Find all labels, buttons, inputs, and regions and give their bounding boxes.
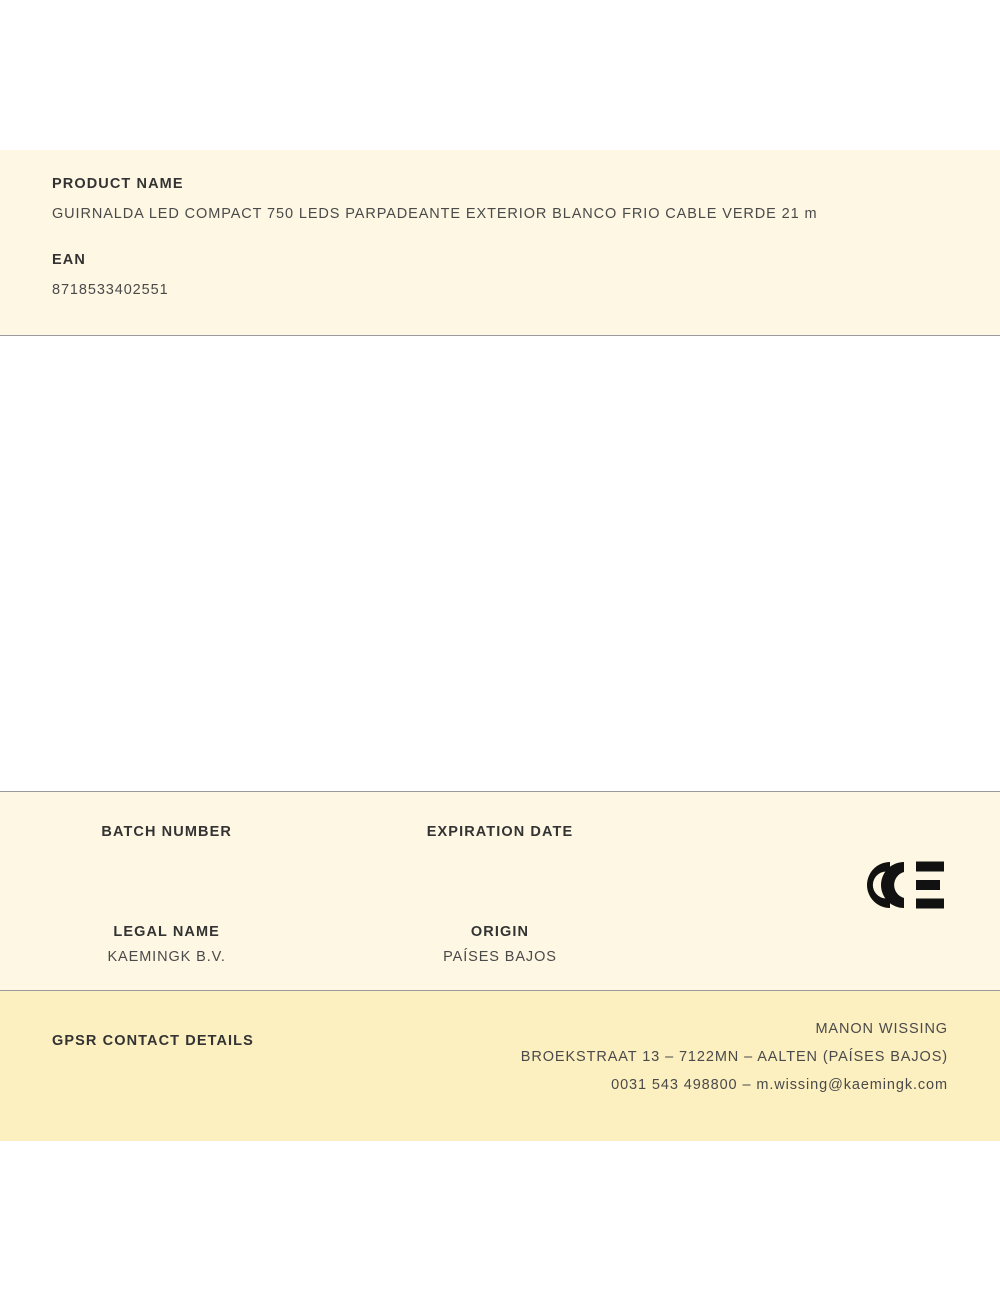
origin-cell (333, 924, 666, 966)
gpsr-contact-section (0, 991, 1000, 1141)
expiration-date-label: EXPIRATION DATE (426, 824, 574, 840)
origin-value: PAÍSES BAJOS (443, 949, 557, 965)
batch-number-value (0, 849, 333, 866)
gpsr-contact-address: BROEKSTRAAT 13 – 7122MN – AALTEN (PAÍSES BAJOS) (520, 1049, 948, 1065)
product-name-value: GUIRNALDA LED COMPACT 750 LEDS PARPADEANTE EXTERIOR BLANCO FRIO CABLE VERDE 21 m (52, 206, 818, 222)
product-details-section (0, 791, 1000, 991)
product-name-label: PRODUCT NAME (52, 176, 184, 192)
legal-name-value: KAEMINGK B.V. (107, 949, 226, 965)
legal-name-cell (0, 924, 333, 966)
origin-label: ORIGIN (470, 924, 530, 940)
legal-name-label: LEGAL NAME (113, 924, 220, 940)
expiration-date-cell (333, 824, 666, 866)
expiration-date-value (333, 849, 666, 866)
ce-mark-icon (850, 854, 945, 916)
ce-mark-cell (667, 824, 1000, 866)
footer-blank-area (0, 1141, 1000, 1300)
section-spacer (52, 222, 948, 252)
spacer-cell (667, 924, 1000, 966)
gpsr-contact-phone-email: 0031 543 498800 – m.wissing@kaemingk.com (611, 1077, 948, 1093)
ean-value: 8718533402551 (52, 282, 169, 298)
batch-number-label: BATCH NUMBER (101, 824, 232, 840)
blank-content-area (0, 336, 1000, 791)
ean-label: EAN (52, 252, 86, 268)
gpsr-contact-lines (521, 1021, 948, 1105)
gpsr-contact-label: GPSR CONTACT DETAILS (52, 1033, 254, 1049)
product-info-section (0, 150, 1000, 336)
gpsr-contact-name: MANON WISSING (815, 1021, 948, 1037)
batch-number-cell (0, 824, 333, 866)
